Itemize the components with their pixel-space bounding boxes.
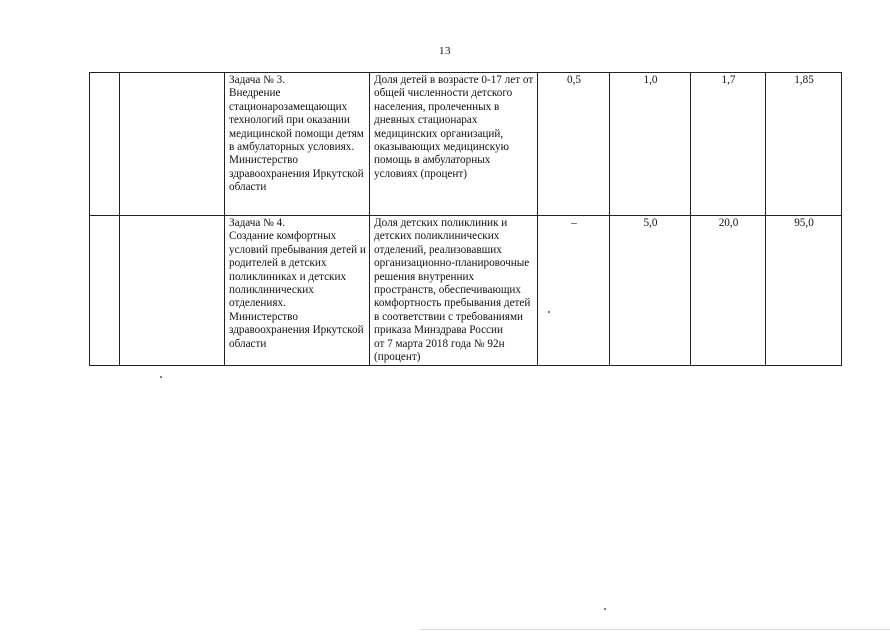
indicators-table [89,72,842,366]
table-cell-number [90,216,120,366]
scan-speck [160,376,162,378]
value-cell: 95,0 [766,216,842,366]
value-cell: 0,5 [538,73,610,216]
indicator-cell: Доля детских поликлиник и детских поликлинических отделений, реализовавших организационно-планировочные решения внутренних пространств, обеспечивающих комфортность пребывания детей в соответствии с требованиями приказа Минздрава России от 7 марта 2018 года № 92н (процент) [370,216,538,366]
value-cell: 5,0 [610,216,691,366]
scan-speck [548,311,550,313]
indicator-cell: Доля детей в возрасте 0-17 лет от общей численности детского населения, пролеченных в дневных стационарах медицинских организаций, оказывающих медицинскую помощь в амбулаторных условиях (процент) [370,73,538,216]
table-row [90,216,842,366]
scan-speck [604,608,606,610]
value-cell: 1,0 [610,73,691,216]
page-number: 13 [439,45,451,57]
value-cell: 1,7 [691,73,766,216]
table-cell-subprogram [120,73,225,216]
table-row [90,73,842,216]
value-cell: 1,85 [766,73,842,216]
table-cell-subprogram [120,216,225,366]
value-cell: 20,0 [691,216,766,366]
task-cell: Задача № 3. Внедрение стационарозамещающих технологий при оказании медицинской помощи детям в амбулаторных условиях. Министерство здравоохранения Иркутской области [225,73,370,216]
task-cell: Задача № 4. Создание комфортных условий пребывания детей и родителей в детских поликлиниках и детских поликлинических отделениях. Министерство здравоохранения Иркутской области [225,216,370,366]
scan-edge-line [420,629,890,630]
value-cell: – [538,216,610,366]
table-cell-number [90,73,120,216]
